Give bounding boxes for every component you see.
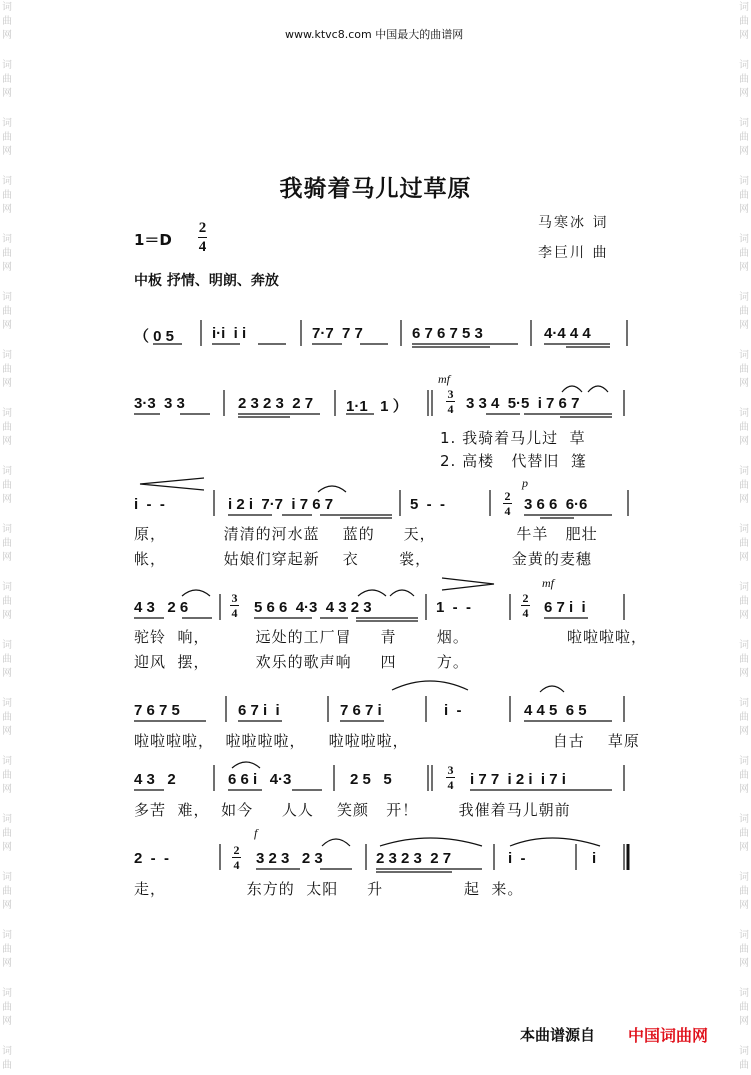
- watermark-glyph: 曲: [2, 1060, 12, 1071]
- watermark-glyph: 词: [739, 582, 749, 593]
- watermark-glyph: 曲: [739, 538, 749, 549]
- measure: 7 6 7 i: [340, 702, 382, 719]
- watermark-glyph: 网: [739, 900, 749, 911]
- watermark-glyph: 词: [739, 814, 749, 825]
- watermark-glyph: 曲: [739, 364, 749, 375]
- measure: 6 7 6 7 5 3: [412, 325, 483, 342]
- watermark-glyph: 网: [2, 262, 12, 273]
- watermark-glyph: 词: [2, 350, 12, 361]
- watermark-glyph: 曲: [2, 886, 12, 897]
- watermark-glyph: 词: [2, 118, 12, 129]
- watermark-glyph: 网: [739, 262, 749, 273]
- watermark-glyph: 词: [2, 582, 12, 593]
- dynamic-f: f: [254, 826, 258, 840]
- watermark-glyph: 网: [739, 378, 749, 389]
- measure: 4 3 2 6: [134, 599, 189, 616]
- measure: 4 3 2: [134, 771, 176, 788]
- watermark-glyph: 曲: [739, 770, 749, 781]
- watermark-glyph: 词: [739, 1046, 749, 1057]
- measure: 5 - -: [410, 496, 446, 513]
- measure: i 7 7 i 2 i i 7 i: [470, 771, 566, 788]
- watermark-glyph: 曲: [2, 74, 12, 85]
- watermark-glyph: 词: [2, 756, 12, 767]
- watermark-glyph: 曲: [2, 190, 12, 201]
- measure: 2 - -: [134, 850, 170, 867]
- watermark-glyph: 网: [739, 668, 749, 679]
- watermark-glyph: 网: [2, 668, 12, 679]
- dynamic-mf: mf: [438, 372, 450, 386]
- watermark-glyph: 曲: [2, 944, 12, 955]
- watermark-glyph: 词: [739, 408, 749, 419]
- watermark-glyph: 网: [2, 784, 12, 795]
- watermark-glyph: 曲: [2, 306, 12, 317]
- watermark-glyph: 网: [739, 88, 749, 99]
- page-title: 我骑着马儿过草原: [279, 176, 472, 202]
- watermark-glyph: 词: [2, 1046, 12, 1057]
- watermark-glyph: 曲: [739, 828, 749, 839]
- watermark-glyph: 曲: [739, 74, 749, 85]
- watermark-glyph: 曲: [739, 1060, 749, 1071]
- time-signature: [198, 220, 207, 255]
- watermark-glyph: 网: [2, 958, 12, 969]
- watermark-glyph: 网: [2, 146, 12, 157]
- watermark-glyph: 曲: [2, 16, 12, 27]
- measure: 3 3 4 5·5 i 7 6 7: [466, 395, 580, 412]
- watermark-glyph: 网: [2, 726, 12, 737]
- watermark-glyph: 曲: [2, 596, 12, 607]
- time-change-3-4: 3 4: [231, 591, 238, 620]
- watermark-glyph: 曲: [739, 654, 749, 665]
- composer-credit: 李巨川 曲: [538, 245, 609, 261]
- watermark-glyph: 词: [739, 2, 749, 13]
- watermark-glyph: 词: [739, 698, 749, 709]
- measure: 4·4 4 4: [544, 325, 591, 342]
- watermark-glyph: 曲: [739, 190, 749, 201]
- measure: 1 - -: [436, 599, 472, 616]
- measure: 4 4 5 6 5: [524, 702, 587, 719]
- measure: i -: [508, 850, 526, 867]
- measure: i: [592, 850, 597, 867]
- measure: 5 6 6 4·3 4 3 2 3: [254, 599, 372, 616]
- time-change-3-4: 3 4: [447, 763, 454, 792]
- watermark-glyph: 曲: [739, 422, 749, 433]
- watermark-glyph: 网: [739, 552, 749, 563]
- lyric-verse-1: 多苦 难， 如今 人人 笑颜 开！ 我催着马儿朝前: [134, 801, 571, 819]
- lyric-verse-1: 啦啦啦啦， 啦啦啦啦， 啦啦啦啦， 自古 草原: [134, 732, 640, 750]
- watermark-glyph: 网: [739, 726, 749, 737]
- watermark-right: [737, 0, 751, 1075]
- time-change-3-4: 3 4: [447, 387, 454, 416]
- watermark-glyph: 网: [2, 320, 12, 331]
- key-signature: 1＝D: [134, 231, 172, 249]
- watermark-glyph: 曲: [739, 132, 749, 143]
- measure: 1·1 1 ）: [346, 398, 408, 415]
- watermark-glyph: 词: [2, 930, 12, 941]
- watermark-glyph: 网: [2, 30, 12, 41]
- measure: i -: [444, 702, 462, 719]
- watermark-glyph: 网: [739, 784, 749, 795]
- watermark-glyph: 词: [2, 466, 12, 477]
- watermark-glyph: 网: [2, 842, 12, 853]
- watermark-glyph: 网: [2, 204, 12, 215]
- watermark-glyph: 网: [739, 958, 749, 969]
- watermark-glyph: 网: [2, 436, 12, 447]
- watermark-glyph: 曲: [739, 712, 749, 723]
- watermark-glyph: 词: [2, 292, 12, 303]
- watermark-glyph: 词: [739, 234, 749, 245]
- measure: i·i i i: [212, 325, 247, 342]
- measure: 6 7 i i: [544, 599, 586, 616]
- watermark-glyph: 曲: [739, 886, 749, 897]
- source-site-link[interactable]: 中国词曲网: [628, 1026, 709, 1045]
- watermark-glyph: 词: [2, 60, 12, 71]
- watermark-glyph: 词: [2, 408, 12, 419]
- lyric-verse-1: 原， 清清的河水蓝 蓝的 天， 牛羊 肥壮: [134, 525, 598, 543]
- watermark-glyph: 网: [739, 30, 749, 41]
- measure: （ 0 5: [134, 328, 175, 345]
- time-denominator: 4: [198, 239, 207, 255]
- watermark-glyph: 词: [2, 872, 12, 883]
- lyricist-credit: 马寒冰 词: [538, 215, 609, 231]
- watermark-glyph: 网: [2, 610, 12, 621]
- watermark-glyph: 词: [2, 234, 12, 245]
- watermark-glyph: 词: [739, 640, 749, 651]
- watermark-glyph: 曲: [2, 248, 12, 259]
- watermark-glyph: 词: [739, 466, 749, 477]
- lyric-verse-2: 迎风 摆， 欢乐的歌声响 四 方。: [134, 653, 469, 671]
- watermark-glyph: 曲: [2, 828, 12, 839]
- watermark-glyph: 曲: [739, 248, 749, 259]
- watermark-glyph: 曲: [2, 654, 12, 665]
- watermark-glyph: 曲: [2, 422, 12, 433]
- watermark-glyph: 网: [739, 320, 749, 331]
- watermark-glyph: 词: [2, 2, 12, 13]
- measure: 6 6 i 4·3: [228, 771, 292, 788]
- watermark-glyph: 词: [739, 872, 749, 883]
- dynamic-p: p: [522, 476, 528, 490]
- watermark-glyph: 词: [739, 930, 749, 941]
- watermark-glyph: 词: [739, 118, 749, 129]
- watermark-glyph: 词: [739, 756, 749, 767]
- watermark-glyph: 词: [2, 640, 12, 651]
- lyric-verse-2: 2. 高楼 代替旧 篷: [440, 452, 587, 470]
- watermark-glyph: 词: [2, 814, 12, 825]
- measure: 2 3 2 3 2 7: [376, 850, 452, 867]
- lyric-verse-2: 帐， 姑娘们穿起新 衣 裳， 金黄的麦穗: [134, 550, 592, 568]
- watermark-glyph: 曲: [2, 480, 12, 491]
- watermark-glyph: 网: [739, 1016, 749, 1027]
- watermark-glyph: 词: [2, 176, 12, 187]
- watermark-left: [0, 0, 14, 1075]
- time-change-2-4: 2 4: [504, 489, 511, 518]
- watermark-glyph: 网: [739, 842, 749, 853]
- watermark-glyph: 网: [739, 146, 749, 157]
- watermark-glyph: 词: [2, 524, 12, 535]
- watermark-glyph: 曲: [2, 712, 12, 723]
- watermark-glyph: 词: [739, 988, 749, 999]
- measure: 7 6 7 5: [134, 702, 180, 719]
- measure: i - -: [134, 496, 165, 513]
- watermark-glyph: 网: [739, 436, 749, 447]
- measure: 3 2 3 2 3: [256, 850, 323, 867]
- watermark-glyph: 词: [739, 60, 749, 71]
- site-header: www.ktvc8.com 中国最大的曲谱网: [285, 28, 464, 41]
- watermark-glyph: 网: [739, 204, 749, 215]
- source-label: 本曲谱源自: [520, 1026, 596, 1044]
- watermark-glyph: 词: [739, 524, 749, 535]
- watermark-glyph: 网: [2, 88, 12, 99]
- watermark-glyph: 曲: [739, 16, 749, 27]
- time-change-2-4: 2 4: [233, 843, 240, 872]
- watermark-glyph: 词: [739, 350, 749, 361]
- lyric-verse-1: 走， 东方的 太阳 升 起 来。: [134, 880, 524, 898]
- time-numerator: 2: [198, 220, 207, 236]
- watermark-glyph: 曲: [739, 306, 749, 317]
- watermark-glyph: 曲: [2, 770, 12, 781]
- watermark-glyph: 曲: [2, 364, 12, 375]
- tempo-marking: 中板 抒情、明朗、奔放: [134, 273, 279, 289]
- dynamic-mf: mf: [542, 576, 554, 590]
- watermark-glyph: 曲: [739, 480, 749, 491]
- watermark-glyph: 网: [2, 552, 12, 563]
- watermark-glyph: 网: [2, 378, 12, 389]
- measure: 7·7 7 7: [312, 325, 363, 342]
- lyric-verse-1: 1. 我骑着马儿过 草: [440, 429, 586, 447]
- watermark-glyph: 曲: [739, 944, 749, 955]
- watermark-glyph: 词: [739, 292, 749, 303]
- lyric-verse-1: 驼铃 响， 远处的工厂冒 青 烟。 啦啦啦啦，: [134, 628, 647, 646]
- measure: 2 3 2 3 2 7: [238, 395, 314, 412]
- watermark-glyph: 曲: [2, 1002, 12, 1013]
- watermark-glyph: 网: [2, 900, 12, 911]
- watermark-glyph: 曲: [739, 596, 749, 607]
- watermark-glyph: 词: [739, 176, 749, 187]
- watermark-glyph: 网: [739, 494, 749, 505]
- watermark-glyph: 词: [2, 988, 12, 999]
- measure: 2 5 5: [350, 771, 392, 788]
- watermark-glyph: 曲: [739, 1002, 749, 1013]
- watermark-glyph: 曲: [2, 132, 12, 143]
- watermark-glyph: 网: [2, 494, 12, 505]
- measure: 6 7 i i: [238, 702, 280, 719]
- watermark-glyph: 网: [2, 1016, 12, 1027]
- time-change-2-4: 2 4: [522, 591, 529, 620]
- watermark-glyph: 网: [739, 610, 749, 621]
- measure: 3·3 3 3: [134, 395, 185, 412]
- measure: i 2 i 7·7 i 7 6 7: [228, 496, 334, 513]
- watermark-glyph: 词: [2, 698, 12, 709]
- measure: 3 6 6 6·6: [524, 496, 588, 513]
- watermark-glyph: 曲: [2, 538, 12, 549]
